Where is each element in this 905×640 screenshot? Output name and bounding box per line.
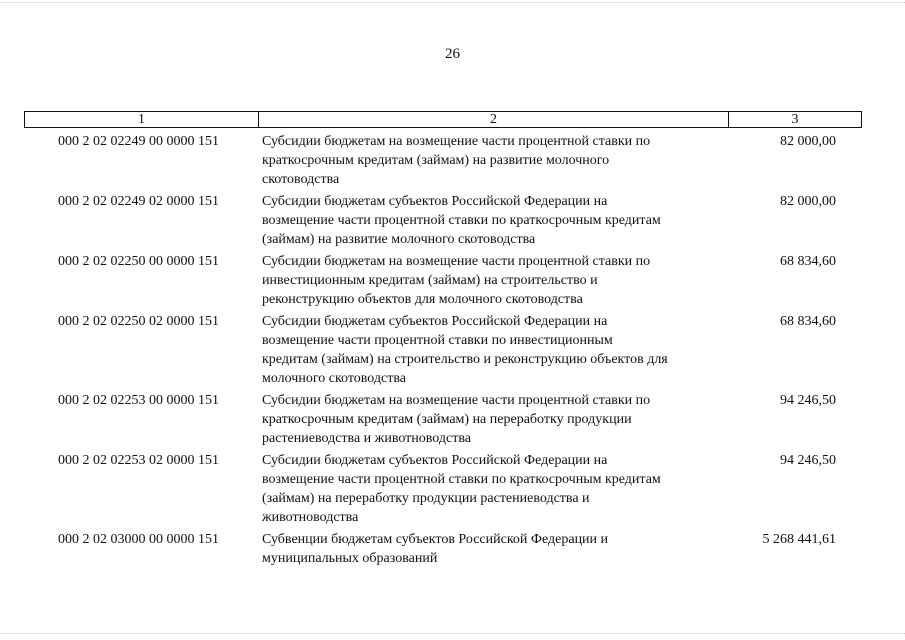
row-name-line: муниципальных образований <box>262 551 438 566</box>
table-row <box>24 252 862 309</box>
row-amount: 82 000,00 <box>780 194 836 209</box>
row-name-line: инвестиционным кредитам (займам) на строительство и <box>262 273 598 288</box>
scan-artifact-bottom <box>0 633 905 635</box>
row-name-line: скотоводства <box>262 172 340 187</box>
row-name-line: Субвенции бюджетам субъектов Российской Федерации и <box>262 532 609 547</box>
row-name-line: молочного скотоводства <box>262 371 406 386</box>
row-name <box>258 132 718 189</box>
row-amount: 94 246,50 <box>780 453 836 468</box>
row-name-line: животноводства <box>262 510 359 525</box>
scan-artifact-top <box>0 2 905 4</box>
row-code: 000 2 02 02249 02 0000 151 <box>58 194 219 209</box>
row-name-line: возмещение части процентной ставки по краткосрочным кредитам <box>262 213 661 228</box>
table-row <box>24 192 862 249</box>
row-code: 000 2 02 02253 02 0000 151 <box>58 453 219 468</box>
row-name-line: Субсидии бюджетам на возмещение части процентной ставки по <box>262 393 651 408</box>
row-name <box>258 451 718 527</box>
row-name-line: возмещение части процентной ставки по краткосрочным кредитам <box>262 472 661 487</box>
table-row <box>24 132 862 189</box>
row-name-line: Субсидии бюджетам субъектов Российской Федерации на <box>262 453 608 468</box>
row-name-line: (займам) на переработку продукции растениеводства и <box>262 491 590 506</box>
row-amount: 68 834,60 <box>780 314 836 329</box>
column-header-2: 2 <box>259 112 729 127</box>
row-amount: 68 834,60 <box>780 254 836 269</box>
table-row <box>24 451 862 527</box>
column-header-1: 1 <box>25 112 259 127</box>
row-name-line: кредитам (займам) на строительство и реконструкцию объектов для <box>262 352 668 367</box>
row-code: 000 2 02 02250 02 0000 151 <box>58 314 219 329</box>
row-name-line: Субсидии бюджетам на возмещение части процентной ставки по <box>262 134 651 149</box>
row-name-line: краткосрочным кредитам (займам) на развитие молочного <box>262 153 610 168</box>
table-row <box>24 530 862 568</box>
table-row <box>24 391 862 448</box>
page-number: 26 <box>445 46 460 62</box>
row-name <box>258 530 718 568</box>
table-row <box>24 312 862 388</box>
row-code: 000 2 02 02249 00 0000 151 <box>58 134 219 149</box>
row-name-line: Субсидии бюджетам субъектов Российской Федерации на <box>262 314 608 329</box>
row-name-line: возмещение части процентной ставки по инвестиционным <box>262 333 613 348</box>
row-code: 000 2 02 03000 00 0000 151 <box>58 532 219 547</box>
row-name <box>258 252 718 309</box>
row-code: 000 2 02 02253 00 0000 151 <box>58 393 219 408</box>
row-name-line: Субсидии бюджетам на возмещение части процентной ставки по <box>262 254 651 269</box>
column-header-3: 3 <box>791 111 799 127</box>
table-header <box>24 111 862 128</box>
row-name <box>258 391 718 448</box>
row-name-line: Субсидии бюджетам субъектов Российской Федерации на <box>262 194 608 209</box>
row-name-line: реконструкцию объектов для молочного скотоводства <box>262 292 583 307</box>
row-amount: 5 268 441,61 <box>762 532 836 547</box>
row-amount: 94 246,50 <box>780 393 836 408</box>
table-body <box>24 132 862 568</box>
row-name-line: растениеводства и животноводства <box>262 431 471 446</box>
row-name-line: краткосрочным кредитам (займам) на переработку продукции <box>262 412 632 427</box>
row-code: 000 2 02 02250 00 0000 151 <box>58 254 219 269</box>
row-amount: 82 000,00 <box>780 134 836 149</box>
row-name <box>258 192 718 249</box>
row-name <box>258 312 718 388</box>
row-name-line: (займам) на развитие молочного скотоводства <box>262 232 536 247</box>
